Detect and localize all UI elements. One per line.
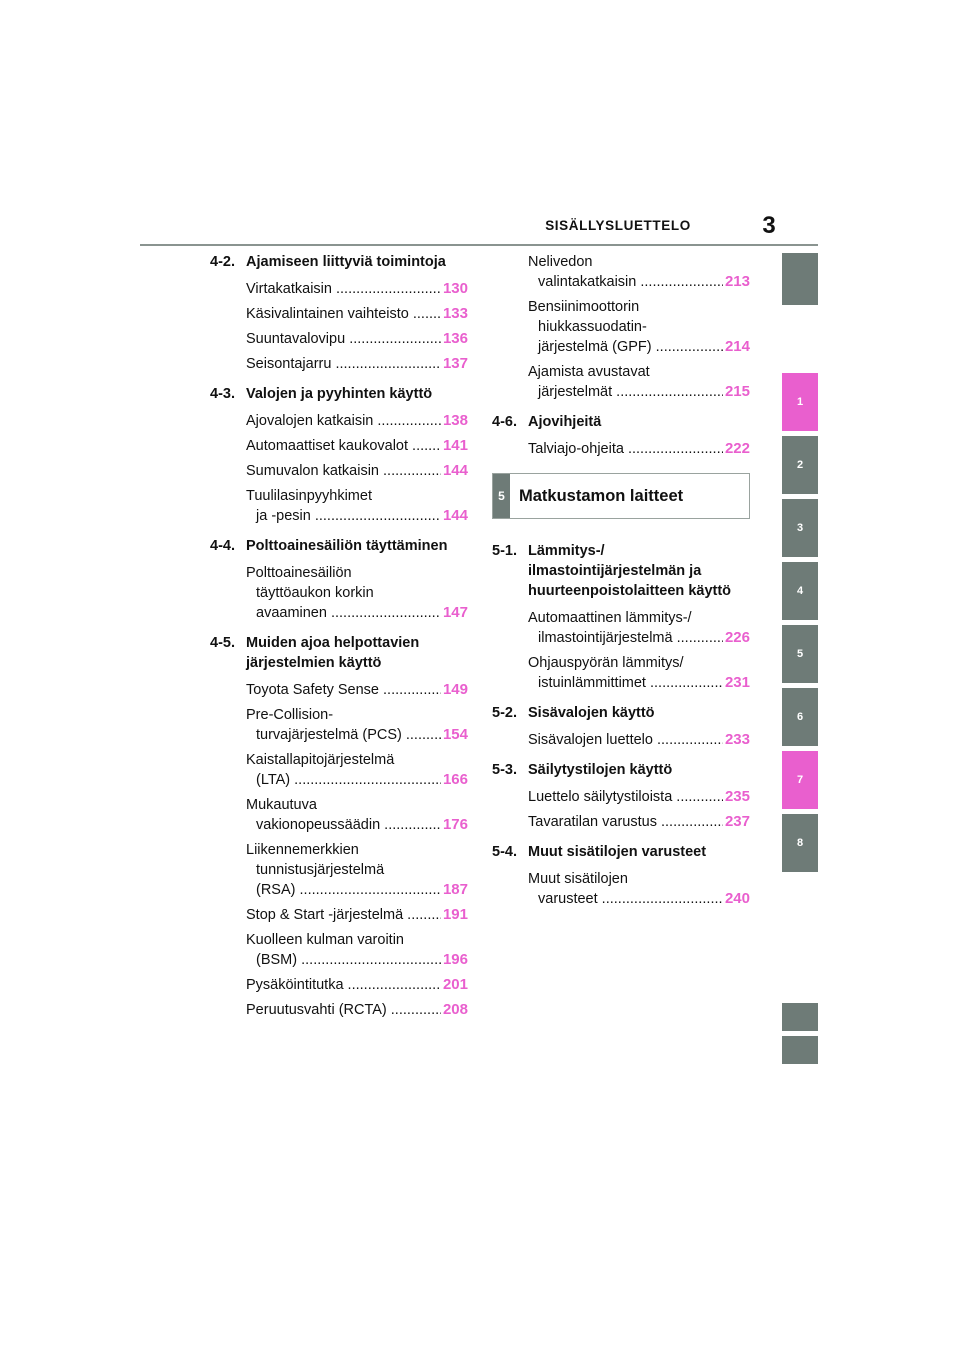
section-title: Lämmitys-/ ilmastointijärjestelmän ja huurteenpoistolaitteen käyttö [528,543,732,599]
toc-entry[interactable] [246,411,468,431]
chapter-tab-blank[interactable] [782,253,818,305]
toc-entry[interactable] [246,680,468,700]
toc-page-link[interactable]: 147 [442,604,468,621]
toc-entry[interactable] [246,279,468,299]
toc-entry[interactable] [246,563,468,623]
toc-entry-text: Ajamista avustavat järjestelmät ..... [528,362,723,402]
toc-page-link[interactable]: 201 [442,976,468,993]
chapter-tab-7[interactable]: 7 [782,751,818,809]
toc-entry-text: Liikennemerkkien tunnistusjärjestelmä (RSA) ..... [246,840,441,900]
page-header-title: SISÄLLYSLUETTELO [545,218,691,233]
toc-entry-text: Kuolleen kulman varoitin (BSM) ..... [246,930,441,970]
toc-entry-text: Peruutusvahti (RCTA) ..... [246,1000,441,1020]
chapter-tab-blank[interactable] [782,1003,818,1031]
toc-entry[interactable] [246,461,468,481]
toc-page-link[interactable]: 176 [442,816,468,833]
section-number: 5-1. [492,543,517,559]
toc-right-column [492,252,750,914]
section-title: Muiden ajoa helpottavien järjestelmien käyttö [246,635,420,671]
toc-entry-text: Automaattiset kaukovalot ..... [246,436,441,456]
chapter-heading-box [492,473,750,519]
toc-page-link[interactable]: 133 [442,305,468,322]
section-number: 4-2. [210,254,235,270]
header-rule [140,244,818,246]
toc-left-column [210,252,468,1025]
section-heading[interactable] [210,536,468,556]
chapter-title: Matkustamon laitteet [519,486,684,505]
toc-section [492,760,750,832]
toc-entry[interactable] [246,1000,468,1020]
section-title: Muut sisätilojen varusteet [528,844,707,860]
toc-page-link[interactable]: 237 [724,813,750,830]
toc-entry[interactable] [528,653,750,693]
toc-entry-text: Luettelo säilytystiloista ..... [528,787,723,807]
toc-section [210,536,468,623]
chapter-tab-1[interactable]: 1 [782,373,818,431]
toc-page-link[interactable]: 222 [724,440,750,457]
toc-page-link[interactable]: 240 [724,890,750,907]
toc-entry-text: Pysäköintitutka ..... [246,975,441,995]
section-number: 4-5. [210,635,235,651]
toc-entry[interactable] [528,297,750,357]
toc-entry-text: Toyota Safety Sense ..... [246,680,441,700]
toc-entry-text: Seisontajarru ..... [246,354,441,374]
toc-entry-text: Mukautuva vakionopeussäädin ..... [246,795,441,835]
section-heading[interactable] [492,760,750,780]
section-number: 4-4. [210,538,235,554]
toc-section [492,842,750,909]
toc-section [492,541,750,693]
chapter-tab-8[interactable]: 8 [782,814,818,872]
toc-entry-text: Muut sisätilojen varusteet ..... [528,869,723,909]
section-title: Säilytystilojen käyttö [528,762,673,778]
section-title: Ajovihjeitä [528,414,602,430]
section-title: Ajamiseen liittyviä toimintoja [246,254,446,270]
toc-section [210,384,468,526]
toc-page-link[interactable]: 215 [724,383,750,400]
toc-page-link[interactable]: 235 [724,788,750,805]
chapter-tab-3[interactable]: 3 [782,499,818,557]
toc-entry-text: Suuntavalovipu ..... [246,329,441,349]
section-title: Polttoainesäiliön täyttäminen [246,538,448,554]
toc-entry[interactable] [246,905,468,925]
toc-entry[interactable] [528,730,750,750]
section-heading[interactable] [210,252,468,272]
toc-entry-text: Tavaratilan varustus ..... [528,812,723,832]
page-number: 3 [762,212,776,239]
toc-entry[interactable] [528,787,750,807]
toc-page-link[interactable]: 226 [724,629,750,646]
section-heading[interactable] [492,703,750,723]
toc-entry[interactable] [246,840,468,900]
toc-page-link[interactable]: 187 [442,881,468,898]
toc-entry[interactable] [528,439,750,459]
section-number: 4-3. [210,386,235,402]
chapter-tab-6[interactable]: 6 [782,688,818,746]
toc-section [492,412,750,459]
toc-entry-text: Sumuvalon katkaisin ..... [246,461,441,481]
toc-entry[interactable] [246,795,468,835]
toc-entry[interactable] [246,304,468,324]
toc-entry[interactable] [246,975,468,995]
toc-entry-text: Virtakatkaisin ..... [246,279,441,299]
toc-page-link[interactable]: 196 [442,951,468,968]
toc-entry[interactable] [528,362,750,402]
toc-entry[interactable] [528,608,750,648]
toc-page-link[interactable]: 149 [442,681,468,698]
toc-page-link[interactable]: 231 [724,674,750,691]
chapter-number: 5 [493,474,510,518]
toc-entry-text: Ajovalojen katkaisin ..... [246,411,441,431]
toc-entry-text: Stop & Start -järjestelmä ..... [246,905,441,925]
section-title: Valojen ja pyyhinten käyttö [246,386,433,402]
toc-entry[interactable] [528,869,750,909]
toc-entry-text: Automaattinen lämmitys-/ ilmastointijärjestelmä ..... [528,608,723,648]
toc-entry-text: Käsivalintainen vaihteisto ..... [246,304,441,324]
toc-section [210,633,468,1020]
section-number: 4-6. [492,414,517,430]
toc-entry[interactable] [246,436,468,456]
toc-entry-text: Polttoainesäiliön täyttöaukon korkin avaaminen ..... [246,563,441,623]
toc-entry[interactable] [246,930,468,970]
section-number: 5-2. [492,705,517,721]
toc-entry-text: Kaistallapitojärjestelmä (LTA) ..... [246,750,441,790]
toc-entry[interactable] [246,329,468,349]
toc-page-link[interactable]: 166 [442,771,468,788]
toc-entry[interactable] [528,812,750,832]
toc-entry-text: Bensiinimoottorin hiukkassuodatin- järjestelmä (GPF) ..... [528,297,723,357]
toc-page-link[interactable]: 213 [724,273,750,290]
toc-page-link[interactable]: 214 [724,338,750,355]
toc-section [492,703,750,750]
section-heading[interactable] [492,412,750,432]
toc-entry-text: Tuulilasinpyyhkimet ja -pesin ..... [246,486,441,526]
section-heading[interactable] [492,541,750,601]
toc-page-link[interactable]: 130 [442,280,468,297]
chapter-tab-4[interactable]: 4 [782,562,818,620]
section-heading[interactable] [492,842,750,862]
toc-page-link[interactable]: 208 [442,1001,468,1018]
toc-page-link[interactable]: 137 [442,355,468,372]
toc-page-link[interactable]: 138 [442,412,468,429]
section-number: 5-4. [492,844,517,860]
section-number: 5-3. [492,762,517,778]
toc-entry[interactable] [246,486,468,526]
toc-page-link[interactable]: 144 [442,507,468,524]
toc-entry-text: Sisävalojen luettelo ..... [528,730,723,750]
toc-page-link[interactable]: 141 [442,437,468,454]
toc-entry-text: Talviajo-ohjeita ..... [528,439,723,459]
toc-page-link[interactable]: 154 [442,726,468,743]
toc-entry[interactable] [528,252,750,292]
toc-entry[interactable] [246,750,468,790]
chapter-tab-blank[interactable] [782,1036,818,1064]
section-heading[interactable] [210,384,468,404]
section-title: Sisävalojen käyttö [528,705,655,721]
toc-entry[interactable] [246,354,468,374]
toc-page-link[interactable]: 136 [442,330,468,347]
toc-page-link[interactable]: 233 [724,731,750,748]
toc-entry-text: Pre-Collision- turvajärjestelmä (PCS) ..... [246,705,441,745]
toc-entry[interactable] [246,705,468,745]
toc-entry-text: Ohjauspyörän lämmitys/ istuinlämmittimet ..... [528,653,723,693]
chapter-tab-5[interactable]: 5 [782,625,818,683]
toc-page-link[interactable]: 191 [442,906,468,923]
toc-entry-text: Nelivedon valintakatkaisin ..... [528,252,723,292]
toc-page-link[interactable]: 144 [442,462,468,479]
chapter-tab-2[interactable]: 2 [782,436,818,494]
toc-section [210,252,468,374]
section-heading[interactable] [210,633,468,673]
